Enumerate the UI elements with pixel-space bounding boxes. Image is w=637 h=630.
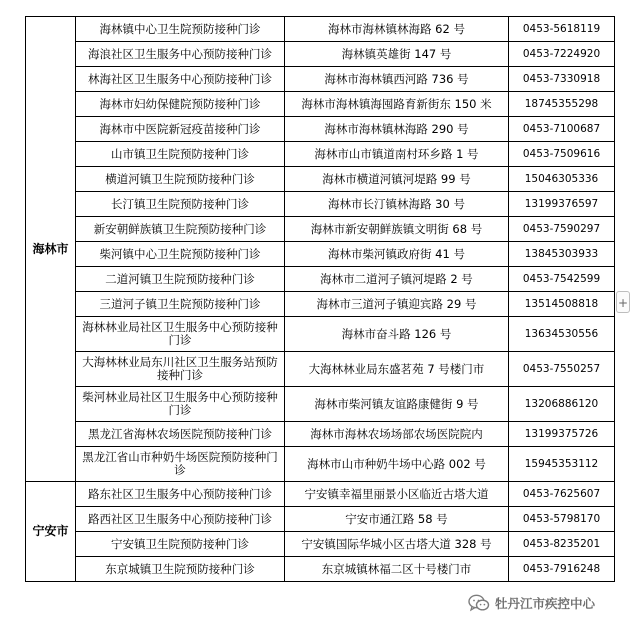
phone-cell: 15046305336 xyxy=(509,167,615,192)
table-row xyxy=(26,17,615,42)
table-row xyxy=(26,507,615,532)
site-name-cell: 海林林业局社区卫生服务中心预防接种门诊 xyxy=(76,317,285,352)
site-name-cell: 海林镇中心卫生院预防接种门诊 xyxy=(76,17,285,42)
site-name-cell: 路东社区卫生服务中心预防接种门诊 xyxy=(76,482,285,507)
phone-cell: 0453-7100687 xyxy=(509,117,615,142)
address-cell: 海林镇英雄街 147 号 xyxy=(285,42,509,67)
site-name-cell: 山市镇卫生院预防接种门诊 xyxy=(76,142,285,167)
table-row xyxy=(26,482,615,507)
address-cell: 大海林林业局东盛茗苑 7 号楼门市 xyxy=(285,352,509,387)
phone-cell: 0453-7509616 xyxy=(509,142,615,167)
phone-cell: 13199375726 xyxy=(509,422,615,447)
phone-cell: 0453-7330918 xyxy=(509,67,615,92)
site-name-cell: 海浪社区卫生服务中心预防接种门诊 xyxy=(76,42,285,67)
table-row xyxy=(26,532,615,557)
site-name-cell: 柴河林业局社区卫生服务中心预防接种门诊 xyxy=(76,387,285,422)
address-cell: 海林市山市种奶牛场中心路 002 号 xyxy=(285,447,509,482)
phone-cell: 18745355298 xyxy=(509,92,615,117)
phone-cell: 13514508818 xyxy=(509,292,615,317)
address-cell: 海林市新安朝鲜族镇文明街 68 号 xyxy=(285,217,509,242)
city-cell: 宁安市 xyxy=(26,482,76,582)
wechat-icon xyxy=(468,594,490,612)
watermark xyxy=(468,593,595,613)
address-cell: 海林市横道河镇河堤路 99 号 xyxy=(285,167,509,192)
phone-cell: 0453-8235201 xyxy=(509,532,615,557)
watermark-text: 牡丹江市疾控中心 xyxy=(495,596,596,611)
phone-cell: 0453-7224920 xyxy=(509,42,615,67)
site-name-cell: 黑龙江省山市种奶牛场医院预防接种门诊 xyxy=(76,447,285,482)
phone-cell: 0453-7550257 xyxy=(509,352,615,387)
site-name-cell: 横道河镇卫生院预防接种门诊 xyxy=(76,167,285,192)
address-cell: 海林市海林镇林海路 62 号 xyxy=(285,17,509,42)
site-name-cell: 大海林林业局东川社区卫生服务站预防接种门诊 xyxy=(76,352,285,387)
site-name-cell: 林海社区卫生服务中心预防接种门诊 xyxy=(76,67,285,92)
table-row xyxy=(26,447,615,482)
table-row xyxy=(26,292,615,317)
table-row xyxy=(26,422,615,447)
site-name-cell: 宁安镇卫生院预防接种门诊 xyxy=(76,532,285,557)
phone-cell: 0453-7625607 xyxy=(509,482,615,507)
address-cell: 海林市海林镇海囤路育新街东 150 米 xyxy=(285,92,509,117)
table-row xyxy=(26,352,615,387)
site-name-cell: 路西社区卫生服务中心预防接种门诊 xyxy=(76,507,285,532)
table-row xyxy=(26,242,615,267)
site-name-cell: 三道河子镇卫生院预防接种门诊 xyxy=(76,292,285,317)
phone-cell: 0453-7916248 xyxy=(509,557,615,582)
city-cell: 海林市 xyxy=(26,17,76,482)
site-name-cell: 长汀镇卫生院预防接种门诊 xyxy=(76,192,285,217)
phone-cell: 0453-5798170 xyxy=(509,507,615,532)
table-row xyxy=(26,67,615,92)
address-cell: 宁安镇幸福里丽景小区临近古塔大道 xyxy=(285,482,509,507)
table-row xyxy=(26,317,615,352)
address-cell: 海林市二道河子镇河堤路 2 号 xyxy=(285,267,509,292)
address-cell: 海林市山市镇道南村环乡路 1 号 xyxy=(285,142,509,167)
address-cell: 海林市海林农场场部农场医院院内 xyxy=(285,422,509,447)
table-row xyxy=(26,92,615,117)
phone-cell: 15945353112 xyxy=(509,447,615,482)
vaccination-sites-table xyxy=(25,16,615,582)
site-name-cell: 海林市妇幼保健院预防接种门诊 xyxy=(76,92,285,117)
phone-cell: 13206886120 xyxy=(509,387,615,422)
address-cell: 东京城镇林福二区十号楼门市 xyxy=(285,557,509,582)
site-name-cell: 海林市中医院新冠疫苗接种门诊 xyxy=(76,117,285,142)
table-row xyxy=(26,192,615,217)
table-row xyxy=(26,387,615,422)
phone-cell: 13845303933 xyxy=(509,242,615,267)
expand-button[interactable]: + xyxy=(616,291,630,313)
site-name-cell: 东京城镇卫生院预防接种门诊 xyxy=(76,557,285,582)
table-row xyxy=(26,117,615,142)
address-cell: 海林市奋斗路 126 号 xyxy=(285,317,509,352)
table-row xyxy=(26,267,615,292)
phone-cell: 0453-7590297 xyxy=(509,217,615,242)
address-cell: 海林市长汀镇林海路 30 号 xyxy=(285,192,509,217)
address-cell: 海林市柴河镇友谊路康健街 9 号 xyxy=(285,387,509,422)
phone-cell: 0453-5618119 xyxy=(509,17,615,42)
address-cell: 海林市柴河镇政府街 41 号 xyxy=(285,242,509,267)
address-cell: 宁安市通江路 58 号 xyxy=(285,507,509,532)
phone-cell: 13634530556 xyxy=(509,317,615,352)
table-row xyxy=(26,42,615,67)
site-name-cell: 二道河镇卫生院预防接种门诊 xyxy=(76,267,285,292)
table-body xyxy=(26,17,615,582)
table-row xyxy=(26,167,615,192)
address-cell: 海林市三道河子镇迎宾路 29 号 xyxy=(285,292,509,317)
site-name-cell: 柴河镇中心卫生院预防接种门诊 xyxy=(76,242,285,267)
site-name-cell: 黑龙江省海林农场医院预防接种门诊 xyxy=(76,422,285,447)
table-row xyxy=(26,557,615,582)
address-cell: 海林市海林镇西河路 736 号 xyxy=(285,67,509,92)
site-name-cell: 新安朝鲜族镇卫生院预防接种门诊 xyxy=(76,217,285,242)
address-cell: 宁安镇国际华城小区古塔大道 328 号 xyxy=(285,532,509,557)
table-row xyxy=(26,217,615,242)
address-cell: 海林市海林镇林海路 290 号 xyxy=(285,117,509,142)
phone-cell: 0453-7542599 xyxy=(509,267,615,292)
phone-cell: 13199376597 xyxy=(509,192,615,217)
table-row xyxy=(26,142,615,167)
